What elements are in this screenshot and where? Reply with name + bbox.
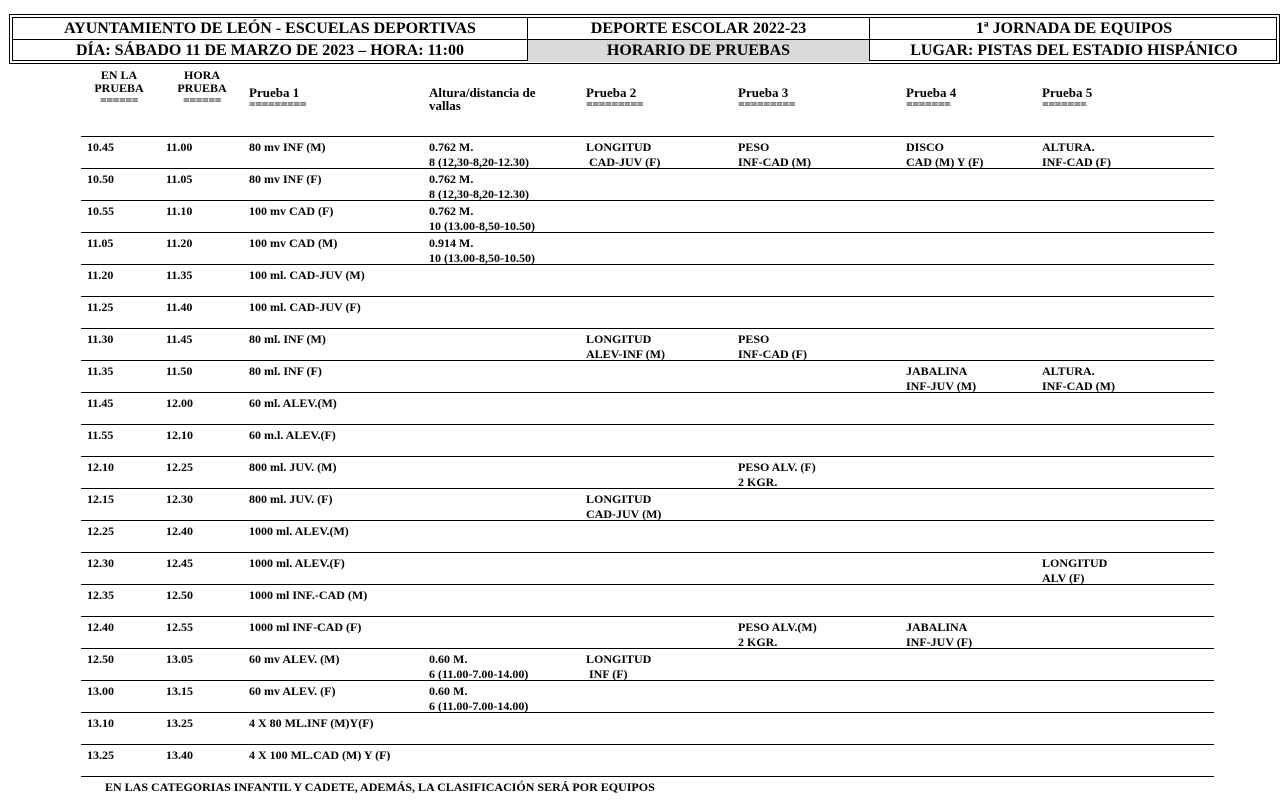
cell-hora: 13.40 xyxy=(166,748,193,762)
cell-hora: 12.55 xyxy=(166,620,193,634)
cell-hora: 12.45 xyxy=(166,556,193,570)
col-prueba-3: Prueba 3 ========= xyxy=(738,85,796,111)
cell-line: 6 (11.00-7.00-14.00) xyxy=(429,667,529,681)
cell-en: 12.25 xyxy=(87,524,114,538)
cell-en: 12.40 xyxy=(87,620,114,634)
col-altura-vallas: Altura/distancia de vallas xyxy=(429,85,536,113)
col-prueba-4: Prueba 4 ======= xyxy=(906,85,957,111)
cell-line: ALV (F) xyxy=(1042,571,1085,585)
cell-p3 xyxy=(738,620,817,650)
cell-line: 0.60 M. xyxy=(429,684,468,698)
table-row xyxy=(81,168,1214,201)
cell-line: INF-JUV (F) xyxy=(906,635,973,649)
cell-en: 11.05 xyxy=(87,236,114,250)
cell-line: 0.762 M. xyxy=(429,172,474,186)
header-jornada: 1ª JORNADA DE EQUIPOS xyxy=(975,19,1173,37)
cell-line: INF-CAD (F) xyxy=(1042,155,1111,169)
cell-line: ALEV-INF (M) xyxy=(586,347,665,361)
cell-en: 12.30 xyxy=(87,556,114,570)
header-inner xyxy=(12,17,1277,61)
cell-p1: 100 mv CAD (M) xyxy=(249,236,338,250)
table-row xyxy=(81,648,1214,681)
cell-line: LONGITUD xyxy=(586,332,652,346)
table-row xyxy=(81,360,1214,393)
cell-line: PESO ALV. (F) xyxy=(738,460,816,474)
cell-line: CAD (M) Y (F) xyxy=(906,155,984,169)
table-row xyxy=(81,488,1214,521)
cell-p1: 4 X 80 ML.INF (M)Y(F) xyxy=(249,716,374,730)
cell-en: 10.50 xyxy=(87,172,114,186)
cell-alt xyxy=(429,684,528,714)
cell-p1: 80 mv INF (M) xyxy=(249,140,326,154)
cell-line: PESO xyxy=(738,332,770,346)
table-row xyxy=(81,680,1214,713)
footer-text: EN LAS CATEGORIAS INFANTIL Y CADETE, ADEMÁS, LA CLASIFICACIÓN SERÁ POR EQUIPOS xyxy=(105,780,655,794)
cell-line: PESO xyxy=(738,140,770,154)
cell-alt xyxy=(429,652,528,682)
table-row xyxy=(81,584,1214,617)
cell-line: INF-CAD (M) xyxy=(738,155,811,169)
table-row xyxy=(81,200,1214,233)
col-prueba-2: Prueba 2 ========= xyxy=(586,85,644,111)
cell-alt xyxy=(429,204,535,234)
cell-p3 xyxy=(738,460,816,490)
cell-hora: 13.05 xyxy=(166,652,193,666)
cell-p1: 800 ml. JUV. (M) xyxy=(249,460,337,474)
cell-p2 xyxy=(586,492,661,522)
cell-line: JABALINA xyxy=(906,364,968,378)
table-row xyxy=(81,744,1214,777)
cell-line: INF (F) xyxy=(586,667,628,681)
cell-hora: 11.35 xyxy=(166,268,193,282)
cell-p1: 80 ml. INF (F) xyxy=(249,364,322,378)
cell-p3 xyxy=(738,332,807,362)
cell-line: ALTURA. xyxy=(1042,364,1095,378)
cell-p2 xyxy=(586,140,660,170)
cell-p1: 100 ml. CAD-JUV (M) xyxy=(249,268,365,282)
cell-line: 10 (13.00-8,50-10.50) xyxy=(429,219,535,233)
cell-hora: 12.30 xyxy=(166,492,193,506)
cell-line: 2 KGR. xyxy=(738,635,778,649)
cell-line: INF-JUV (M) xyxy=(906,379,977,393)
col-prueba-1: Prueba 1 ========= xyxy=(249,85,307,111)
cell-p1: 1000 ml. ALEV.(F) xyxy=(249,556,345,570)
cell-en: 12.35 xyxy=(87,588,114,602)
cell-alt xyxy=(429,172,529,202)
cell-line: LONGITUD xyxy=(586,492,652,506)
cell-hora: 12.40 xyxy=(166,524,193,538)
cell-p1: 4 X 100 ML.CAD (M) Y (F) xyxy=(249,748,391,762)
cell-p1: 1000 ml. ALEV.(M) xyxy=(249,524,349,538)
cell-p1: 80 ml. INF (M) xyxy=(249,332,326,346)
cell-line: LONGITUD xyxy=(1042,556,1108,570)
header-date: DÍA: SÁBADO 11 DE MARZO DE 2023 – HORA: 11:00 xyxy=(75,42,464,59)
table-row xyxy=(81,136,1214,169)
cell-p1: 60 mv ALEV. (F) xyxy=(249,684,336,698)
cell-line: 6 (11.00-7.00-14.00) xyxy=(429,699,529,713)
cell-p1: 1000 ml INF.-CAD (M) xyxy=(249,588,368,602)
table-row xyxy=(81,552,1214,585)
cell-line: INF-CAD (F) xyxy=(738,347,807,361)
cell-en: 13.10 xyxy=(87,716,114,730)
cell-p1: 80 mv INF (F) xyxy=(249,172,322,186)
header-location: LUGAR: PISTAS DEL ESTADIO HISPÁNICO xyxy=(910,42,1238,59)
cell-en: 11.45 xyxy=(87,396,114,410)
cell-hora: 11.00 xyxy=(166,140,193,154)
cell-line: CAD-JUV (M) xyxy=(586,507,662,521)
cell-en: 11.55 xyxy=(87,428,114,442)
cell-p4 xyxy=(906,620,972,650)
cell-p2 xyxy=(586,652,651,682)
cell-line: 8 (12,30-8,20-12.30) xyxy=(429,155,529,169)
cell-line: ALTURA. xyxy=(1042,140,1095,154)
cell-en: 13.25 xyxy=(87,748,114,762)
table-row xyxy=(81,232,1214,265)
cell-p4 xyxy=(906,140,983,170)
cell-line: PESO ALV.(M) xyxy=(738,620,817,634)
cell-p1: 1000 ml INF-CAD (F) xyxy=(249,620,362,634)
header-organization: AYUNTAMIENTO DE LEÓN - ESCUELAS DEPORTIVAS xyxy=(64,19,476,37)
cell-p5 xyxy=(1042,140,1111,170)
table-row xyxy=(81,520,1214,553)
cell-line: JABALINA xyxy=(906,620,968,634)
table-row xyxy=(81,424,1214,457)
cell-p1: 60 ml. ALEV.(M) xyxy=(249,396,337,410)
cell-en: 10.55 xyxy=(87,204,114,218)
table-row xyxy=(81,456,1214,489)
cell-en: 11.20 xyxy=(87,268,114,282)
cell-p5 xyxy=(1042,364,1115,394)
footer-note xyxy=(81,776,1214,795)
cell-p1: 60 mv ALEV. (M) xyxy=(249,652,340,666)
cell-line: LONGITUD xyxy=(586,140,652,154)
cell-hora: 11.45 xyxy=(166,332,193,346)
cell-line: INF-CAD (M) xyxy=(1042,379,1115,393)
col-en-la-prueba: EN LA PRUEBA ====== xyxy=(94,68,144,107)
cell-en: 12.15 xyxy=(87,492,114,506)
cell-line: DISCO xyxy=(906,140,945,154)
cell-alt xyxy=(429,140,529,170)
cell-p3 xyxy=(738,140,811,170)
table-row xyxy=(81,296,1214,329)
cell-hora: 13.25 xyxy=(166,716,193,730)
table-row xyxy=(81,392,1214,425)
cell-hora: 12.00 xyxy=(166,396,193,410)
cell-p1: 800 ml. JUV. (F) xyxy=(249,492,333,506)
cell-en: 11.35 xyxy=(87,364,114,378)
cell-alt xyxy=(429,236,535,266)
cell-en: 13.00 xyxy=(87,684,114,698)
cell-p5 xyxy=(1042,556,1107,586)
cell-line: 0.914 M. xyxy=(429,236,474,250)
cell-p4 xyxy=(906,364,976,394)
cell-line: 8 (12,30-8,20-12.30) xyxy=(429,187,529,201)
cell-p1: 60 m.l. ALEV.(F) xyxy=(249,428,336,442)
cell-line: 0.60 M. xyxy=(429,652,468,666)
cell-line: LONGITUD xyxy=(586,652,652,666)
cell-line: 0.762 M. xyxy=(429,140,474,154)
cell-hora: 12.50 xyxy=(166,588,193,602)
table-row xyxy=(81,264,1214,297)
cell-p1: 100 ml. CAD-JUV (F) xyxy=(249,300,361,314)
header-season: DEPORTE ESCOLAR 2022-23 xyxy=(590,19,807,37)
cell-p2 xyxy=(586,332,665,362)
col-hora-prueba: HORA PRUEBA ====== xyxy=(177,68,227,107)
cell-line: 2 KGR. xyxy=(738,475,778,489)
cell-en: 11.25 xyxy=(87,300,114,314)
cell-en: 12.50 xyxy=(87,652,114,666)
cell-hora: 12.25 xyxy=(166,460,193,474)
cell-en: 10.45 xyxy=(87,140,114,154)
cell-hora: 12.10 xyxy=(166,428,193,442)
cell-p1: 100 mv CAD (F) xyxy=(249,204,334,218)
cell-en: 11.30 xyxy=(87,332,114,346)
table-row xyxy=(81,328,1214,361)
header-box xyxy=(9,14,1280,64)
cell-hora: 11.20 xyxy=(166,236,193,250)
header-schedule-title: HORARIO DE PRUEBAS xyxy=(528,40,869,62)
cell-hora: 13.15 xyxy=(166,684,193,698)
cell-hora: 11.40 xyxy=(166,300,193,314)
cell-line: CAD-JUV (F) xyxy=(586,155,661,169)
table-row xyxy=(81,616,1214,649)
cell-hora: 11.50 xyxy=(166,364,193,378)
cell-hora: 11.10 xyxy=(166,204,193,218)
cell-line: 10 (13.00-8,50-10.50) xyxy=(429,251,535,265)
table-row xyxy=(81,712,1214,745)
cell-line: 0.762 M. xyxy=(429,204,474,218)
cell-en: 12.10 xyxy=(87,460,114,474)
cell-hora: 11.05 xyxy=(166,172,193,186)
col-prueba-5: Prueba 5 ======= xyxy=(1042,85,1093,111)
